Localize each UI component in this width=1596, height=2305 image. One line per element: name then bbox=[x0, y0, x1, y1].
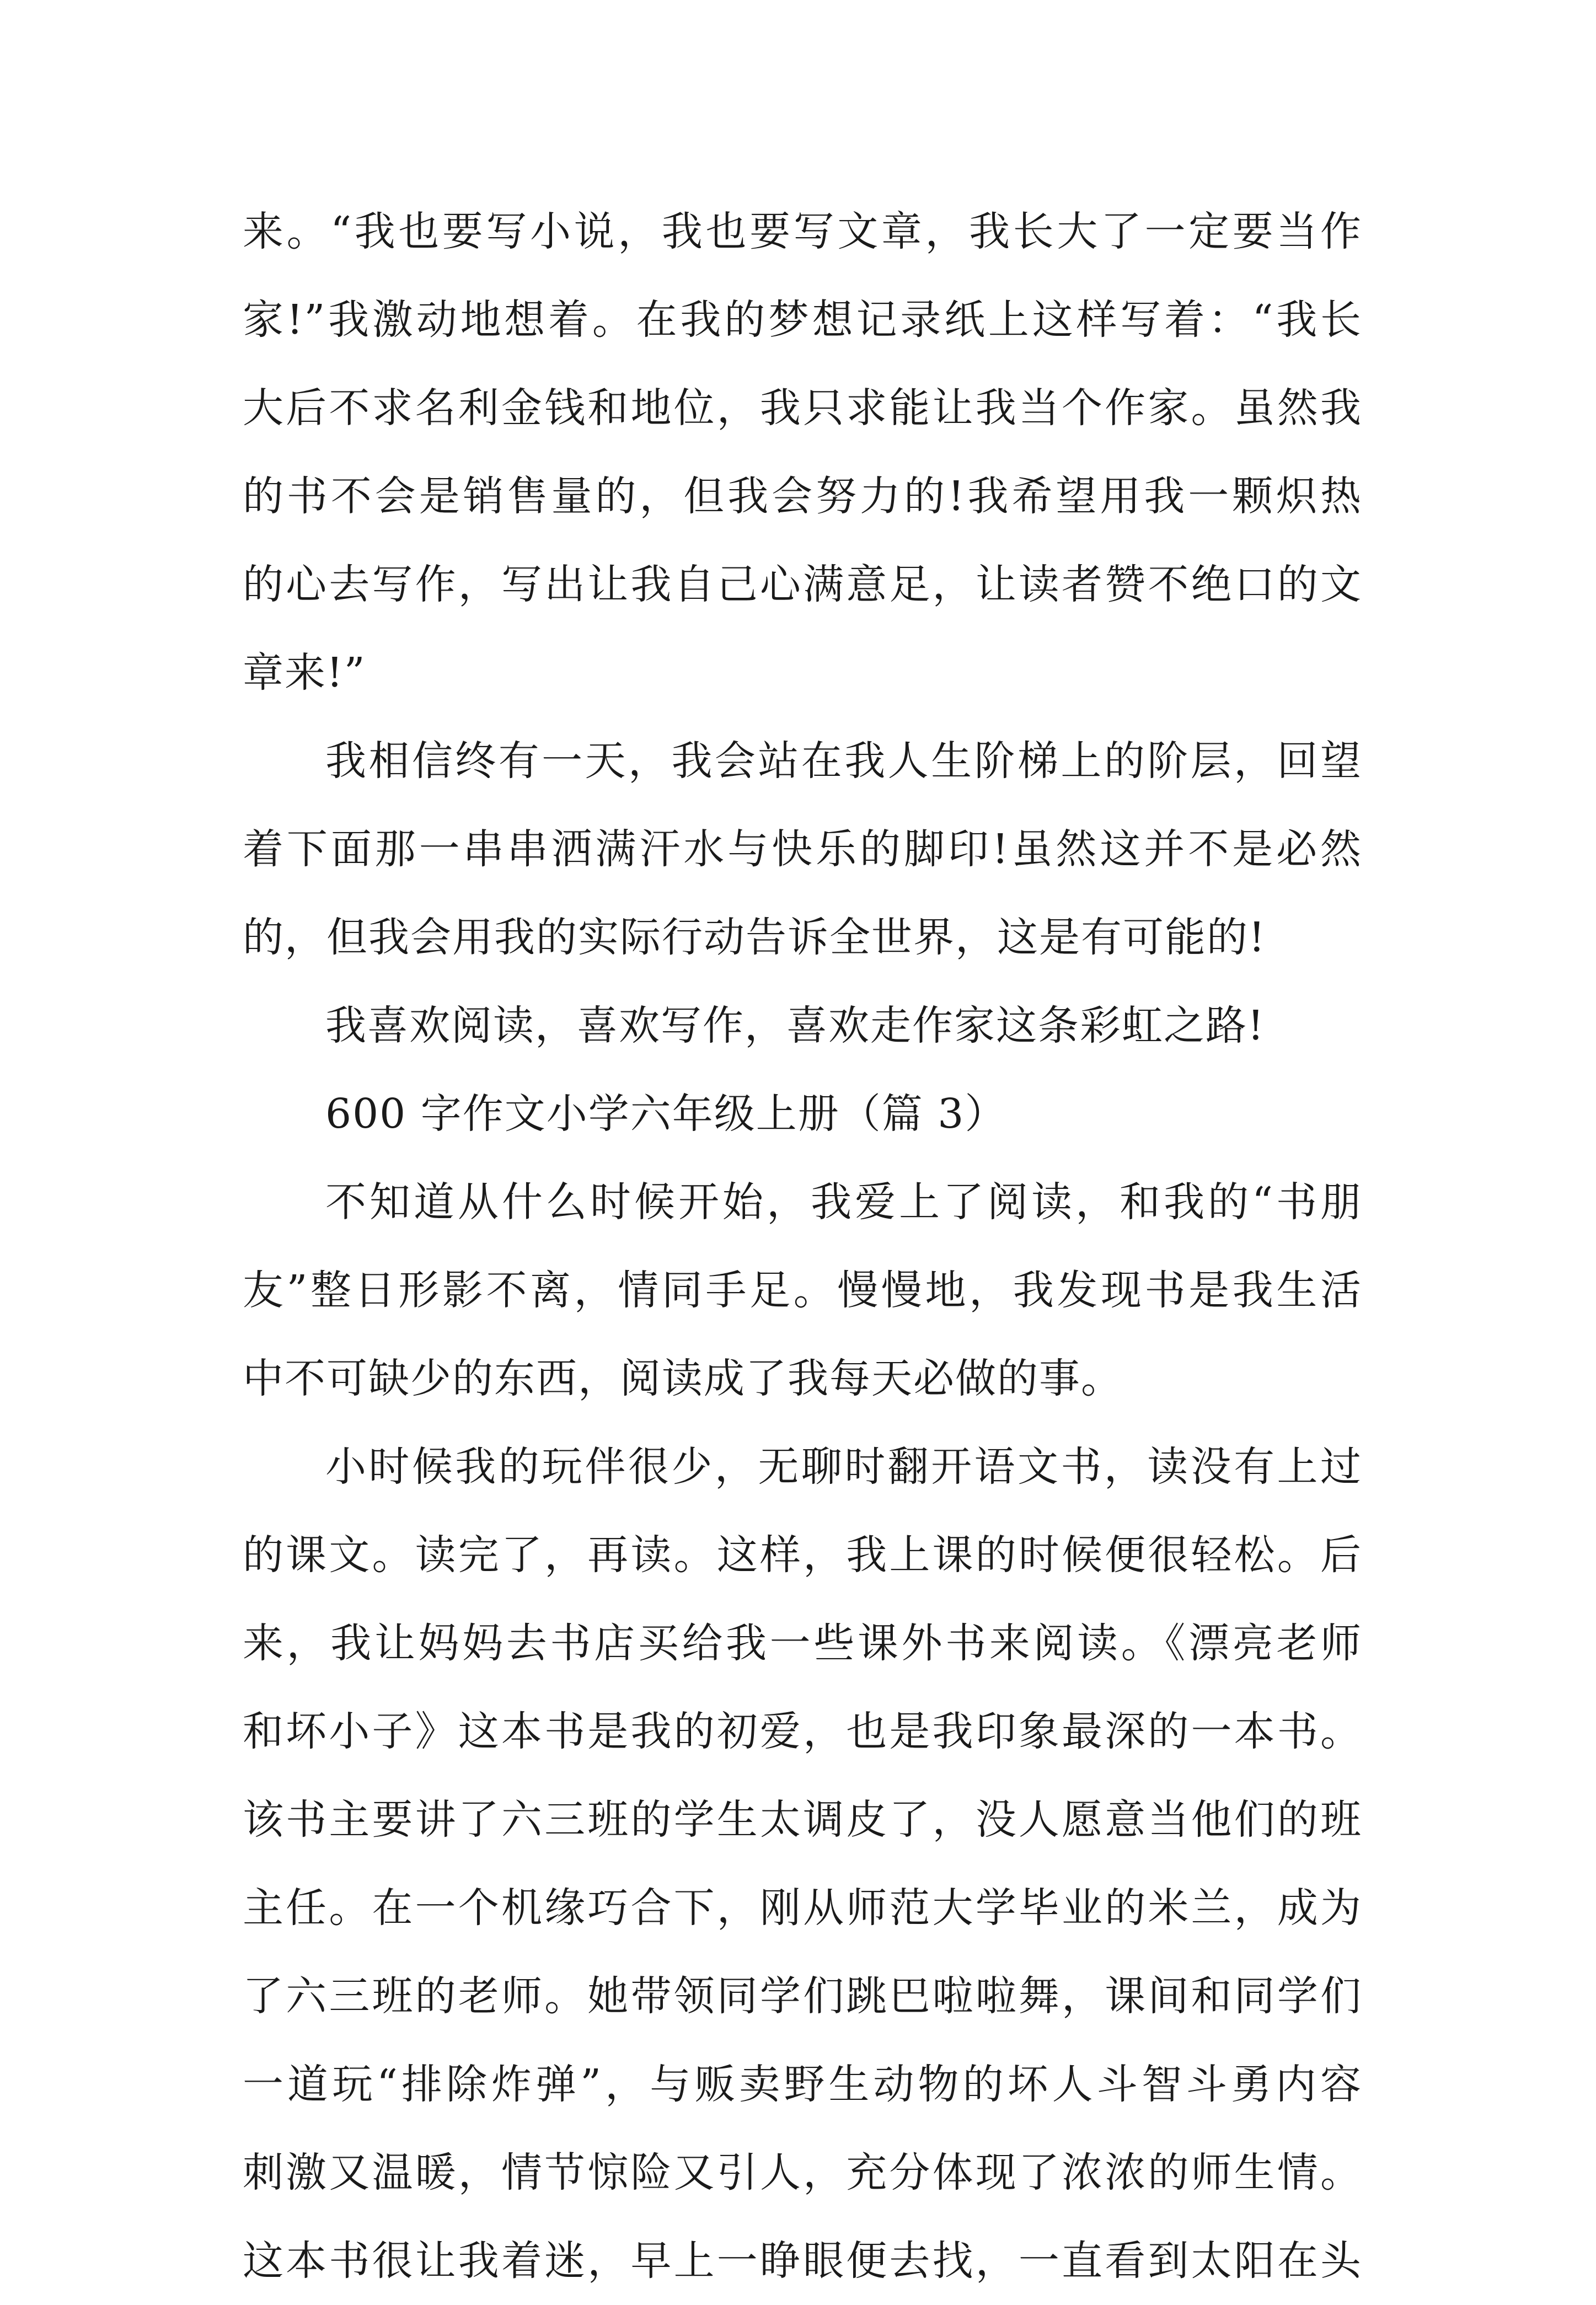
text-line: 刺激又温暖，情节惊险又引人，充分体现了浓浓的师生情。 bbox=[243, 2149, 1362, 2196]
text-line: 了六三班的老师。她带领同学们跳巴啦啦舞，课间和同学们 bbox=[243, 1972, 1362, 2020]
text-line: 这本书很让我着迷，早上一睁眼便去找，一直看到太阳在头 bbox=[243, 2237, 1362, 2285]
text-line: 家!”我激动地想着。在我的梦想记录纸上这样写着：“我长 bbox=[243, 296, 1362, 344]
text-line: 主任。在一个机缘巧合下，刚从师范大学毕业的米兰，成为 bbox=[243, 1884, 1362, 1932]
text-line: 的，但我会用我的实际行动告诉全世界，这是有可能的! bbox=[243, 914, 1266, 961]
text-line: 的课文。读完了，再读。这样，我上课的时候便很轻松。后 bbox=[243, 1531, 1362, 1579]
text-line: 一道玩“排除炸弹”，与贩卖野生动物的坏人斗智斗勇内容 bbox=[243, 2061, 1362, 2108]
paragraph-first-line: 我相信终有一天，我会站在我人生阶梯上的阶层，回望 bbox=[325, 737, 1362, 785]
text-line: 来。“我也要写小说，我也要写文章，我长大了一定要当作 bbox=[243, 208, 1362, 255]
paragraph-first-line: 小时候我的玩伴很少，无聊时翻开语文书，读没有上过 bbox=[325, 1443, 1362, 1491]
text-line: 和坏小子》这本书是我的初爱，也是我印象最深的一本书。 bbox=[243, 1708, 1362, 1755]
text-line: 该书主要讲了六三班的学生太调皮了，没人愿意当他们的班 bbox=[243, 1796, 1362, 1843]
text-line: 的心去写作，写出让我自己心满意足，让读者赞不绝口的文 bbox=[243, 561, 1362, 608]
text-line: 的书不会是销售量的，但我会努力的!我希望用我一颗炽热 bbox=[243, 473, 1362, 520]
text-line: 来，我让妈妈去书店买给我一些课外书来阅读。《漂亮老师 bbox=[243, 1620, 1362, 1667]
paragraph-first-line: 不知道从什么时候开始，我爱上了阅读，和我的“书朋 bbox=[325, 1178, 1362, 1226]
text-line: 着下面那一串串洒满汗水与快乐的脚印!虽然这并不是必然 bbox=[243, 825, 1362, 873]
paragraph-first-line: 我喜欢阅读，喜欢写作，喜欢走作家这条彩虹之路! bbox=[325, 1002, 1265, 1049]
text-line: 中不可缺少的东西，阅读成了我每天必做的事。 bbox=[243, 1355, 1123, 1402]
text-line: 友”整日形影不离，情同手足。慢慢地，我发现书是我生活 bbox=[243, 1267, 1362, 1314]
text-line: 章来!” bbox=[243, 649, 366, 696]
section-heading: 600 字作文小学六年级上册（篇 3） bbox=[325, 1090, 1007, 1138]
text-line: 大后不求名利金钱和地位，我只求能让我当个作家。虽然我 bbox=[243, 384, 1362, 432]
